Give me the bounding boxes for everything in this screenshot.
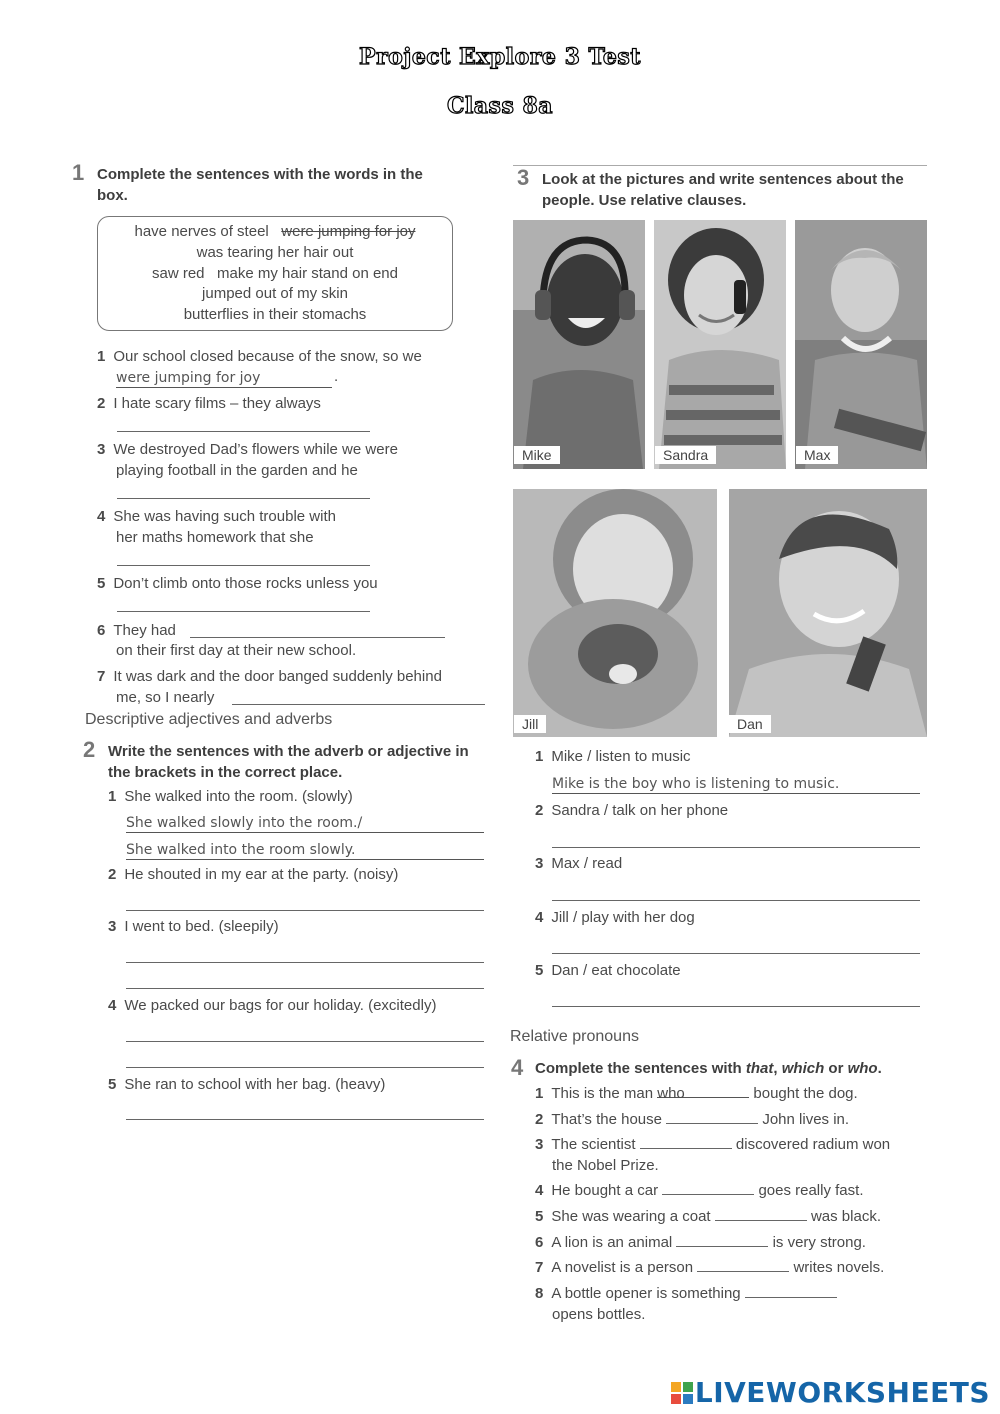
ex2-item-2: 2 He shouted in my ear at the party. (noisy) bbox=[108, 866, 399, 883]
ex4-item-3-cont: the Nobel Prize. bbox=[552, 1157, 659, 1174]
ex1-answer-6[interactable] bbox=[190, 636, 445, 638]
ex1-item-2: 2 I hate scary films – they always bbox=[97, 395, 321, 412]
ex2-answer-1b[interactable]: She walked into the room slowly. bbox=[126, 841, 484, 860]
caption-dan: Dan bbox=[729, 715, 771, 733]
page-subtitle: Class 8a bbox=[446, 93, 554, 119]
word-box-item: butterflies in their stomachs bbox=[183, 306, 367, 324]
caption-jill: Jill bbox=[514, 715, 546, 733]
word-box-item: jumped out of my skin bbox=[202, 285, 348, 303]
ex1-item-3-cont: playing football in the garden and he bbox=[116, 462, 358, 479]
ex4-answer-1[interactable]: who bbox=[657, 1083, 749, 1098]
ex4-answer-4[interactable] bbox=[662, 1180, 754, 1195]
ex2-answer-4b[interactable] bbox=[126, 1066, 484, 1068]
photo-mike bbox=[513, 220, 645, 469]
liveworksheets-logo[interactable] bbox=[671, 1376, 990, 1409]
word-box bbox=[97, 216, 453, 331]
ex1-item-6-cont: on their first day at their new school. bbox=[116, 642, 357, 659]
ex3-item-4: 4 Jill / play with her dog bbox=[535, 909, 695, 926]
ex4-item-2: 2 That’s the house John lives in. bbox=[535, 1111, 850, 1128]
section-heading-adjectives: Descriptive adjectives and adverbs bbox=[85, 711, 333, 728]
ex3-answer-1[interactable]: Mike is the boy who is listening to music. bbox=[552, 775, 920, 794]
ex1-answer-5[interactable] bbox=[117, 610, 370, 612]
ex2-answer-4a[interactable] bbox=[126, 1040, 484, 1042]
exercise-4-instruction: Complete the sentences with that, which or who. bbox=[535, 1060, 882, 1077]
word-box-item: have nerves of steel bbox=[134, 223, 269, 240]
ex1-item-7: 7 It was dark and the door banged suddenly behind bbox=[97, 668, 442, 685]
ex1-answer-7[interactable] bbox=[232, 703, 485, 705]
ex2-answer-1a[interactable]: She walked slowly into the room./ bbox=[126, 814, 484, 833]
caption-max: Max bbox=[796, 446, 838, 464]
ex4-answer-2[interactable] bbox=[666, 1109, 758, 1124]
ex3-item-5: 5 Dan / eat chocolate bbox=[535, 962, 681, 979]
ex4-item-1: 1 This is the man who bought the dog. bbox=[535, 1085, 858, 1102]
ex1-item-6: 6 They had bbox=[97, 622, 176, 639]
ex4-item-5: 5 She was wearing a coat was black. bbox=[535, 1208, 881, 1225]
word-box-item: make my hair stand on end bbox=[217, 264, 398, 282]
ex3-item-2: 2 Sandra / talk on her phone bbox=[535, 802, 729, 819]
ex3-answer-3[interactable] bbox=[552, 899, 920, 901]
section-heading-relative: Relative pronouns bbox=[510, 1028, 639, 1045]
ex4-item-6: 6 A lion is an animal is very strong. bbox=[535, 1234, 866, 1251]
photo-dan bbox=[729, 489, 927, 737]
ex4-answer-6[interactable] bbox=[676, 1232, 768, 1247]
ex1-answer-4[interactable] bbox=[117, 564, 370, 566]
ex1-answer-3[interactable] bbox=[117, 497, 370, 499]
exercise-1-number: 1 bbox=[72, 160, 85, 185]
ex4-answer-3[interactable] bbox=[640, 1134, 732, 1149]
ex1-item-4-cont: her maths homework that she bbox=[116, 529, 314, 546]
ex2-item-1: 1 She walked into the room. (slowly) bbox=[108, 788, 353, 805]
logo-text: LIVEWORKSHEETS bbox=[694, 1376, 990, 1409]
ex3-answer-2[interactable] bbox=[552, 846, 920, 848]
ex2-answer-3a[interactable] bbox=[126, 961, 484, 963]
photo-jill bbox=[513, 489, 717, 737]
exercise-2-number: 2 bbox=[83, 737, 96, 762]
ex4-answer-8[interactable] bbox=[745, 1283, 837, 1298]
ex2-answer-5[interactable] bbox=[126, 1118, 484, 1120]
ex1-item-5: 5 Don’t climb onto those rocks unless you bbox=[97, 575, 378, 592]
photo-max bbox=[795, 220, 927, 469]
ex4-answer-7[interactable] bbox=[697, 1257, 789, 1272]
logo-icon bbox=[671, 1378, 693, 1400]
ex2-answer-3b[interactable] bbox=[126, 987, 484, 989]
ex4-item-8-cont: opens bottles. bbox=[552, 1306, 646, 1323]
ex4-answer-5[interactable] bbox=[715, 1206, 807, 1221]
ex2-item-4: 4 We packed our bags for our holiday. (excitedly) bbox=[108, 997, 437, 1014]
divider bbox=[513, 165, 927, 166]
ex1-answer-2[interactable] bbox=[117, 430, 370, 432]
exercise-3-instruction: Look at the pictures and write sentences about the people. Use relative clauses. bbox=[542, 171, 904, 209]
exercise-3-number: 3 bbox=[517, 165, 530, 190]
exercise-2-instruction: Write the sentences with the adverb or adjective in the brackets in the correct place. bbox=[108, 743, 469, 781]
ex3-item-3: 3 Max / read bbox=[535, 855, 623, 872]
caption-mike: Mike bbox=[514, 446, 560, 464]
word-box-item: saw red bbox=[152, 264, 205, 282]
ex4-item-4: 4 He bought a car goes really fast. bbox=[535, 1182, 864, 1199]
page-title: Project Explore 3 Test bbox=[359, 44, 641, 70]
word-box-item-used: were jumping for joy bbox=[281, 223, 416, 240]
ex2-item-5: 5 She ran to school with her bag. (heavy) bbox=[108, 1076, 386, 1093]
word-box-item: was tearing her hair out bbox=[196, 243, 354, 261]
ex2-answer-2[interactable] bbox=[126, 909, 484, 911]
exercise-4-number: 4 bbox=[511, 1055, 524, 1080]
ex4-item-3: 3 The scientist discovered radium won bbox=[535, 1136, 891, 1153]
exercise-1-instruction: Complete the sentences with the words in the box. bbox=[97, 166, 423, 204]
photo-sandra bbox=[654, 220, 786, 469]
ex4-item-7: 7 A novelist is a person writes novels. bbox=[535, 1259, 885, 1276]
ex1-item-1: 1 Our school closed because of the snow, so we bbox=[97, 348, 422, 365]
caption-sandra: Sandra bbox=[655, 446, 716, 464]
ex3-answer-5[interactable] bbox=[552, 1005, 920, 1007]
ex1-item-3: 3 We destroyed Dad’s flowers while we were bbox=[97, 441, 398, 458]
ex1-item-4: 4 She was having such trouble with bbox=[97, 508, 336, 525]
ex3-answer-4[interactable] bbox=[552, 952, 920, 954]
ex2-item-3: 3 I went to bed. (sleepily) bbox=[108, 918, 279, 935]
ex4-item-8: 8 A bottle opener is something bbox=[535, 1283, 837, 1304]
ex1-item-7-cont: me, so I nearly bbox=[116, 689, 215, 706]
ex3-item-1: 1 Mike / listen to music bbox=[535, 748, 691, 765]
ex1-answer-1[interactable]: were jumping for joy bbox=[116, 369, 332, 388]
